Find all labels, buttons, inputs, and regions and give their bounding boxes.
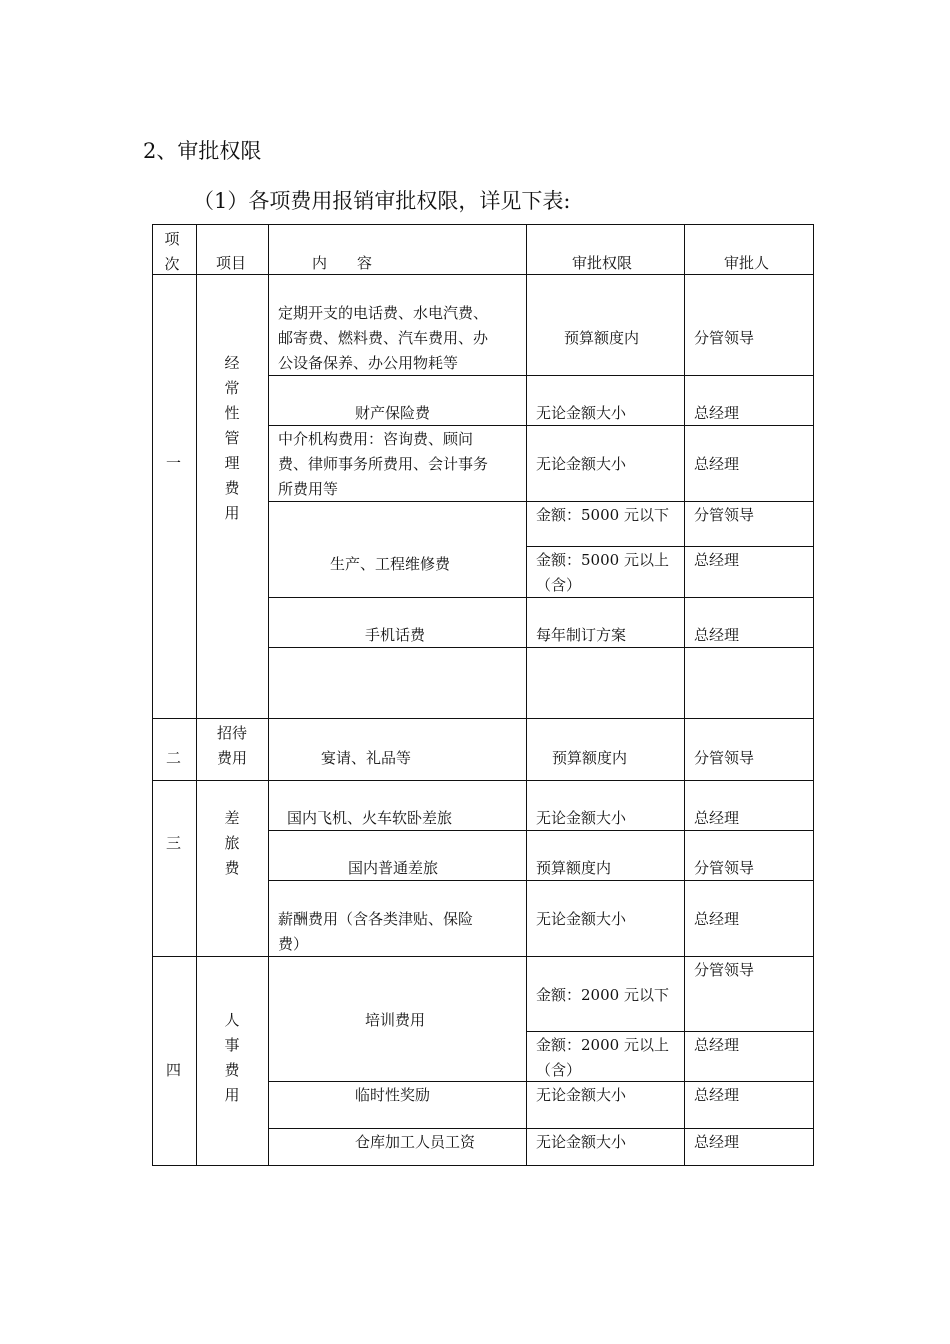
table-cell-approver: 总经理 xyxy=(694,455,740,473)
table-cell-authority: 金额：5000 元以上 （含） xyxy=(536,551,669,594)
table-row-content: 手机话费 xyxy=(365,626,426,644)
table-row-content: 薪酬费用（含各类津贴、保险 费） xyxy=(278,910,474,953)
header-approver: 审批人 xyxy=(724,254,770,272)
group2-seq: 二 xyxy=(166,749,182,767)
table-cell-authority: 每年制订方案 xyxy=(536,626,627,644)
table-cell-approver: 总经理 xyxy=(694,1036,740,1054)
table-cell-approver: 分管领导 xyxy=(694,859,755,877)
header-authority: 审批权限 xyxy=(572,254,633,272)
table-cell-authority: 无论金额大小 xyxy=(536,1133,627,1151)
table-cell-authority: 预算额度内 xyxy=(552,749,628,767)
table-cell-authority: 无论金额大小 xyxy=(536,455,627,473)
table-row-content: 中介机构费用：咨询费、顾问 费、律师事务所费用、会计事务 所费用等 xyxy=(278,430,489,498)
table-row-content: 仓库加工人员工资 xyxy=(355,1133,476,1151)
table-cell-authority: 无论金额大小 xyxy=(536,910,627,928)
table-cell-approver: 总经理 xyxy=(694,1133,740,1151)
group1-item: 经 常 性 管 理 费 用 xyxy=(224,354,240,522)
table-cell-authority: 金额：2000 元以上 （含） xyxy=(536,1036,669,1079)
table-cell-approver: 总经理 xyxy=(694,626,740,644)
header-content: 内 容 xyxy=(312,254,373,272)
group4-item: 人 事 费 用 xyxy=(224,1011,240,1104)
table-cell-authority: 金额：2000 元以下 xyxy=(536,986,669,1004)
table-row-content: 生产、工程维修费 xyxy=(330,555,451,573)
section-heading: 2、审批权限 xyxy=(143,139,262,163)
table-cell-approver: 总经理 xyxy=(694,404,740,422)
table-cell-authority: 无论金额大小 xyxy=(536,809,627,827)
group3-seq: 三 xyxy=(166,834,182,852)
table-cell-authority: 无论金额大小 xyxy=(536,404,627,422)
header-item: 项目 xyxy=(216,254,247,272)
table-row-content: 财产保险费 xyxy=(355,404,431,422)
table-cell-approver: 总经理 xyxy=(694,910,740,928)
table-cell-approver: 分管领导 xyxy=(694,749,755,767)
table-cell-authority: 金额：5000 元以下 xyxy=(536,506,669,524)
table-cell-authority: 预算额度内 xyxy=(564,329,640,347)
group4-seq: 四 xyxy=(166,1061,182,1079)
table-cell-approver: 分管领导 xyxy=(694,506,755,524)
table-row-content: 临时性奖励 xyxy=(355,1086,431,1104)
table-row-content: 国内普通差旅 xyxy=(348,859,439,877)
table-row-content: 宴请、礼品等 xyxy=(321,749,412,767)
table-cell-approver: 分管领导 xyxy=(694,961,755,979)
table-row-content: 定期开支的电话费、水电汽费、 邮寄费、燃料费、汽车费用、办 公设备保养、办公用物耗等 xyxy=(278,304,489,372)
group2-item: 招待 费用 xyxy=(216,724,247,767)
table-cell-approver: 总经理 xyxy=(694,551,740,569)
table-cell-approver: 总经理 xyxy=(694,1086,740,1104)
table-cell-approver: 总经理 xyxy=(694,809,740,827)
section-subheading: （1）各项费用报销审批权限，详见下表: xyxy=(193,189,571,213)
table-row-content: 培训费用 xyxy=(365,1011,426,1029)
group1-seq: 一 xyxy=(166,454,182,472)
group3-item: 差 旅 费 xyxy=(224,809,240,877)
table-cell-authority: 预算额度内 xyxy=(536,859,612,877)
table-row-content: 国内飞机、火车软卧差旅 xyxy=(287,809,453,827)
header-seq: 项 次 xyxy=(164,230,180,273)
table-cell-approver: 分管领导 xyxy=(694,329,755,347)
table-cell-authority: 无论金额大小 xyxy=(536,1086,627,1104)
